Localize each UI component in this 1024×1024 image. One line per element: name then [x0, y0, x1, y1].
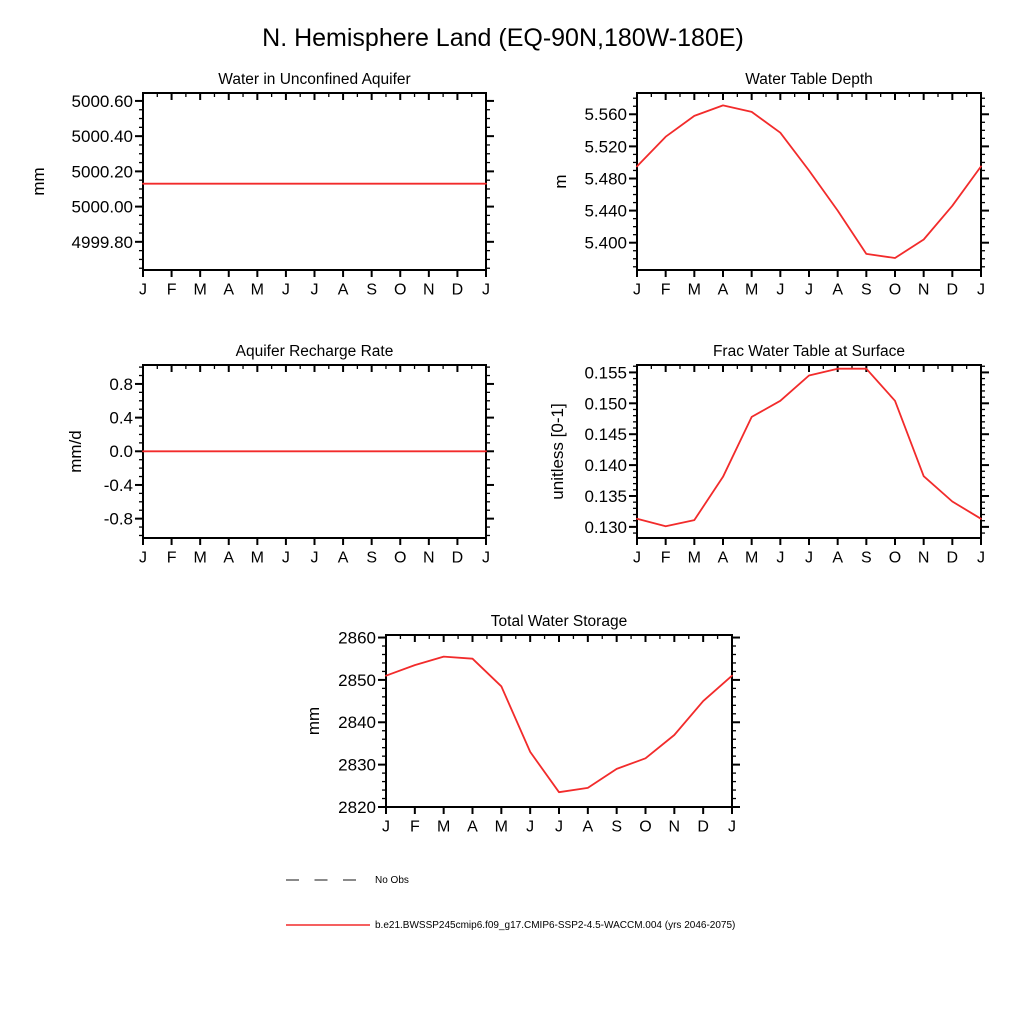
x-tick-label: M [250, 549, 264, 567]
x-tick-label: A [717, 549, 729, 567]
x-tick-label: S [366, 281, 378, 299]
x-tick-label: M [745, 549, 759, 567]
x-tick-label: F [409, 818, 420, 836]
x-tick-label: J [310, 281, 319, 299]
x-tick-label: S [860, 281, 872, 299]
y-tick-label: 5000.00 [71, 197, 133, 217]
y-axis-label: m [550, 174, 570, 189]
x-tick-label: S [611, 818, 623, 836]
x-tick-label: D [451, 549, 464, 567]
x-tick-label: J [310, 549, 319, 567]
x-tick-label: A [832, 281, 844, 299]
x-tick-label: S [860, 549, 872, 567]
y-tick-label: 2830 [338, 755, 376, 775]
x-tick-label: A [337, 549, 349, 567]
y-tick-label: 0.150 [584, 394, 627, 414]
series-line [637, 105, 981, 258]
y-tick-label: 2840 [338, 713, 376, 733]
x-tick-label: J [728, 818, 736, 836]
legend-label-model-run: b.e21.BWSSP245cmip6.f09_g17.CMIP6-SSP2-4.5-WACCM.004 (yrs 2046-2075) [375, 919, 736, 931]
x-tick-label: F [166, 549, 177, 567]
x-tick-label: J [633, 281, 641, 299]
x-tick-label: M [687, 549, 701, 567]
y-tick-label: 0.8 [109, 374, 133, 394]
x-tick-label: S [366, 549, 378, 567]
chart-water-table-depth [551, 71, 989, 299]
x-tick-label: D [946, 281, 959, 299]
x-tick-label: J [526, 818, 535, 836]
chart-title: Water in Unconfined Aquifer [218, 71, 411, 88]
no-obs-dashed-line-swatch [285, 872, 371, 888]
series-line [386, 657, 732, 793]
x-tick-label: J [776, 281, 785, 299]
x-tick-label: F [660, 549, 671, 567]
y-tick-label: 5.440 [584, 201, 627, 221]
x-tick-label: N [917, 281, 930, 299]
model-run-line-swatch [285, 917, 371, 933]
chart-title: Water Table Depth [745, 71, 873, 88]
chart-total-water-storage [304, 613, 740, 836]
y-tick-label: 0.4 [109, 408, 133, 428]
x-tick-label: J [977, 281, 985, 299]
x-tick-label: M [250, 281, 264, 299]
x-tick-label: F [166, 281, 177, 299]
y-axis-label: mm [303, 706, 323, 736]
x-tick-label: A [223, 549, 235, 567]
chart-frame [637, 365, 981, 538]
legend-item-no-obs [285, 872, 409, 888]
x-tick-label: A [223, 281, 235, 299]
y-tick-label: 5.400 [584, 233, 627, 253]
x-tick-label: J [977, 549, 985, 567]
x-tick-label: A [582, 818, 594, 836]
x-tick-label: M [193, 549, 207, 567]
chart-frame [386, 635, 732, 807]
y-axis-label: mm [28, 167, 48, 196]
y-tick-label: 5.560 [584, 105, 627, 125]
x-tick-label: M [687, 281, 701, 299]
x-tick-label: J [281, 281, 290, 299]
x-tick-label: J [139, 281, 147, 299]
y-tick-label: 2860 [338, 628, 376, 648]
y-axis-label: unitless [0-1] [547, 403, 567, 500]
y-tick-label: -0.4 [103, 475, 133, 495]
x-tick-label: F [660, 281, 671, 299]
y-tick-label: -0.8 [103, 509, 133, 529]
y-tick-label: 5.520 [584, 137, 627, 157]
y-tick-label: 4999.80 [71, 232, 133, 252]
x-tick-label: J [281, 549, 290, 567]
y-tick-label: 5000.60 [71, 91, 133, 111]
chart-title: Aquifer Recharge Rate [235, 343, 394, 360]
legend-item-model-run [285, 917, 735, 933]
y-tick-label: 2820 [338, 797, 376, 817]
legend-label-no-obs: No Obs [375, 874, 409, 886]
x-tick-label: O [888, 549, 902, 567]
x-tick-label: J [776, 549, 785, 567]
x-tick-label: J [382, 818, 390, 836]
series-line [637, 369, 981, 527]
x-tick-label: N [668, 818, 681, 836]
y-tick-label: 0.135 [584, 486, 627, 506]
x-tick-label: A [467, 818, 478, 836]
x-tick-label: O [394, 549, 407, 567]
x-tick-label: M [437, 818, 451, 836]
chart-water-in-unconfined-aquifer [29, 71, 494, 299]
y-tick-label: 2850 [338, 670, 376, 690]
x-tick-label: A [717, 281, 729, 299]
chart-frac-water-table-at-surface [548, 343, 989, 567]
y-tick-label: 5.480 [584, 169, 627, 189]
x-tick-label: N [917, 549, 930, 567]
x-tick-label: M [494, 818, 508, 836]
x-tick-label: D [946, 549, 959, 567]
x-tick-label: J [482, 549, 490, 567]
x-tick-label: O [888, 281, 902, 299]
x-tick-label: J [805, 549, 813, 567]
x-tick-label: N [423, 281, 435, 299]
x-tick-label: M [193, 281, 207, 299]
x-tick-label: O [639, 818, 652, 836]
page-title: N. Hemisphere Land (EQ-90N,180W-180E) [262, 24, 744, 52]
chart-title: Total Water Storage [490, 613, 628, 630]
x-tick-label: J [482, 281, 490, 299]
chart-aquifer-recharge-rate [66, 343, 494, 567]
y-tick-label: 0.140 [584, 456, 627, 476]
y-tick-label: 0.155 [584, 363, 627, 383]
x-tick-label: D [451, 281, 464, 299]
x-tick-label: M [745, 281, 759, 299]
y-tick-label: 5000.20 [71, 162, 133, 182]
x-tick-label: D [697, 818, 709, 836]
x-tick-label: J [633, 549, 641, 567]
x-tick-label: A [337, 281, 349, 299]
chart-title: Frac Water Table at Surface [712, 343, 906, 360]
x-tick-label: O [394, 281, 407, 299]
y-tick-label: 0.130 [584, 517, 627, 537]
x-tick-label: J [805, 281, 813, 299]
x-tick-label: N [423, 549, 435, 567]
x-tick-label: A [832, 549, 844, 567]
chart-frame [143, 93, 486, 270]
x-tick-label: J [139, 549, 147, 567]
y-axis-label: mm/d [65, 430, 85, 473]
y-tick-label: 5000.40 [71, 127, 133, 147]
y-tick-label: 0.145 [584, 425, 627, 445]
x-tick-label: J [555, 818, 563, 836]
y-tick-label: 0.0 [109, 442, 133, 462]
